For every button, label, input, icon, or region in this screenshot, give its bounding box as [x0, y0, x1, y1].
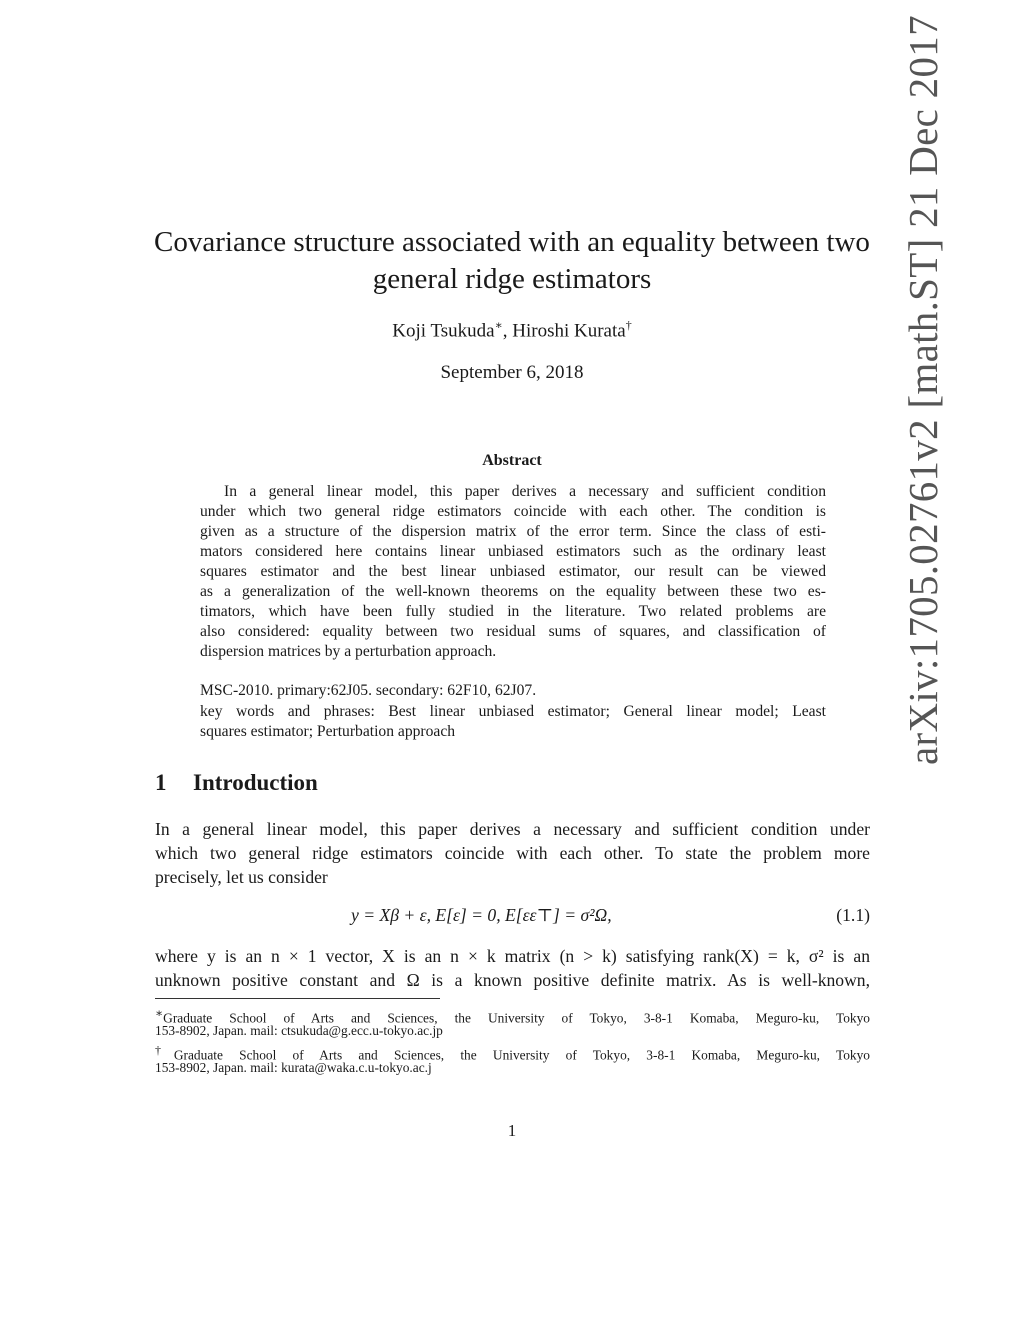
abstract-line: under which two general ridge estimators coincide with each other. The condition is: [200, 503, 826, 520]
abstract-body: [200, 482, 826, 662]
author-1-name: Koji Tsukuda: [392, 320, 495, 342]
keywords-line-2: squares estimator; Perturbation approach: [200, 723, 456, 740]
footnote-2-line-2: 153-8902, Japan. mail: kurata@waka.c.u-tokyo.ac.j: [155, 1060, 432, 1075]
body-line: precisely, let us consider: [155, 867, 328, 887]
abstract-line: as a generalization of the well-known theorems on the equality between these two es-: [200, 583, 826, 600]
publication-date: September 6, 2018: [440, 362, 584, 383]
author-2-name: Hiroshi Kurata: [512, 320, 626, 342]
footnote-1: [155, 1004, 870, 1040]
body-line: unknown positive constant and Ω is a known positive definite matrix. As is well-known,: [155, 970, 870, 990]
keywords: [200, 702, 826, 742]
equation-number: (1.1): [836, 905, 870, 925]
footnote-2-line-1: Graduate School of Arts and Sciences, the University of Tokyo, 3-8-1 Komaba, Meguro-ku, Tokyo: [173, 1047, 871, 1063]
footnote-separator: [155, 998, 440, 999]
author-1-footnote-mark: ∗: [494, 318, 503, 332]
abstract-line: also considered: equality between two residual sums of squares, and classification of: [200, 623, 826, 640]
abstract-line: given as a structure of the dispersion matrix of the error term. Since the class of esti-: [200, 523, 826, 540]
msc-classification: MSC-2010. primary:62J05. secondary: 62F10, 62J07.: [200, 682, 537, 699]
body-line: which two general ridge estimators coincide with each other. To state the problem more: [155, 843, 870, 863]
arxiv-identifier-sidebar: arXiv:1705.02761v2 [math.ST] 21 Dec 2017: [900, 15, 946, 765]
abstract-heading: Abstract: [482, 452, 542, 469]
keywords-line-1: key words and phrases: Best linear unbiased estimator; General linear model; Least: [200, 703, 826, 720]
intro-paragraph-2: [155, 944, 870, 992]
page-number: 1: [507, 1121, 517, 1140]
intro-paragraph-1: [155, 817, 870, 889]
paper-title: [0, 224, 1024, 298]
abstract-line: squares estimator and the best linear unbiased estimator, our result can be viewed: [200, 563, 826, 580]
abstract-line: mators considered here contains linear unbiased estimators such as the ordinary least: [200, 543, 826, 560]
footnote-1-line-1: Graduate School of Arts and Sciences, the University of Tokyo, 3-8-1 Komaba, Meguro-ku, Tokyo: [163, 1010, 870, 1026]
body-line: In a general linear model, this paper derives a necessary and sufficient condition under: [155, 819, 870, 839]
author-2-footnote-mark: †: [625, 318, 632, 332]
title-line-1: Covariance structure associated with an equality between two: [154, 226, 870, 258]
footnote-2-mark: †: [155, 1043, 174, 1057]
abstract-line: In a general linear model, this paper derives a necessary and sufficient condition: [224, 483, 826, 500]
equation-formula: y = Xβ + ε, E[ε] = 0, E[εε⊤] = σ²Ω,: [351, 905, 612, 925]
abstract-line: timators, which have been fully studied in the literature. Two related problems are: [200, 603, 826, 620]
author-list: Koji Tsukuda∗, Hiroshi Kurata†: [392, 318, 632, 342]
abstract-line: dispersion matrices by a perturbation approach.: [200, 643, 497, 660]
section-heading-introduction: [155, 770, 318, 796]
footnote-1-line-2: 153-8902, Japan. mail: ctsukuda@g.ecc.u-tokyo.ac.jp: [155, 1023, 443, 1038]
title-line-2: general ridge estimators: [372, 263, 652, 295]
section-number: 1: [155, 770, 167, 795]
footnote-2: [155, 1041, 870, 1077]
body-line: where y is an n × 1 vector, X is an n × k matrix (n > k) satisfying rank(X) = k, σ² is an: [155, 946, 870, 966]
section-title: Introduction: [193, 770, 318, 795]
footnote-1-mark: ∗: [155, 1006, 164, 1020]
